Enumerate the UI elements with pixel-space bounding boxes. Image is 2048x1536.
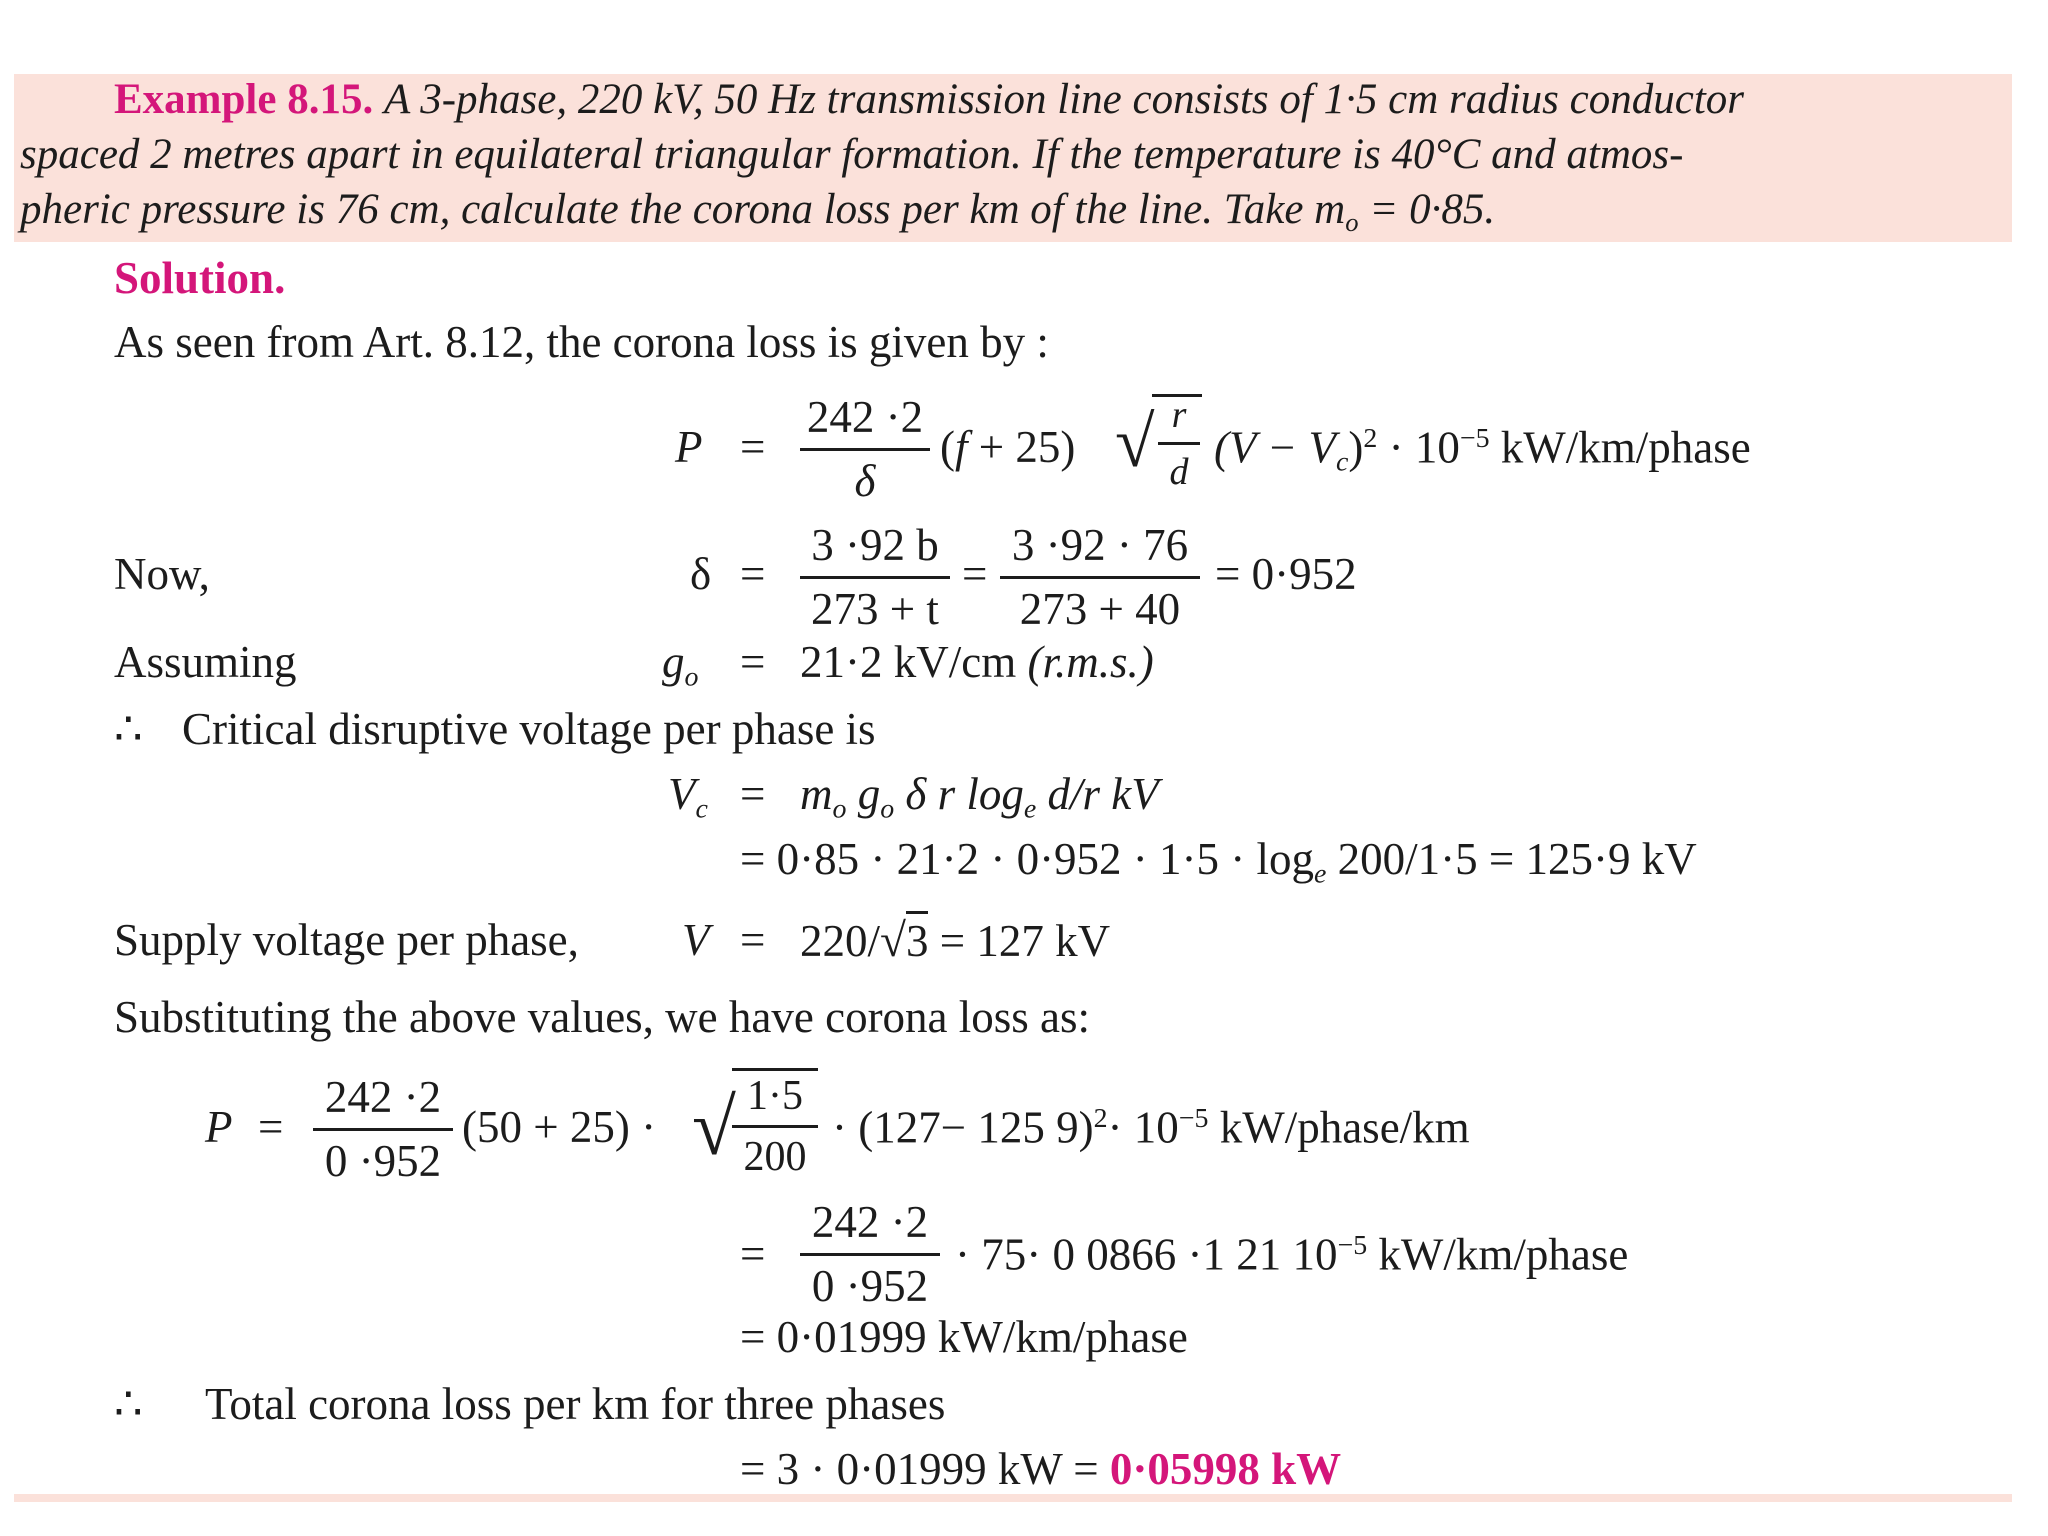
assuming-lhs: $g_o$ [662, 637, 699, 693]
assuming-equals: = [740, 637, 766, 687]
assuming-rhs: 21·2 kV/cm (r.m.s.) [800, 637, 1154, 687]
supply-label: Supply voltage per phase, [114, 915, 579, 965]
eq2-factor: (50 + 25) · [462, 1102, 657, 1152]
supply-rhs: 220/√3 = 127 kV [800, 918, 1110, 965]
critical-rhs: $m_o$ $g_o$ δ r $\log_e d/r$ kV [800, 769, 1159, 825]
assuming-label: Assuming [114, 637, 297, 687]
eq3-fraction: $\frac{242 \cdot 2}{0 \cdot 952}$ [800, 1200, 940, 1309]
now-result: = 0·952 [1215, 549, 1357, 599]
total-answer: 0·05998 kW [1109, 1444, 1342, 1494]
eq4-line: = 0·01999 kW/km/phase [740, 1312, 1188, 1362]
eq1-root-frac: $\frac{r}{d}$ [1158, 396, 1200, 491]
total-text: Total corona loss per km for three phases [205, 1379, 946, 1429]
intro-text: As seen from Art. 8.12, the corona loss is given by : [114, 317, 1049, 367]
example-text-1: A 3-phase, 220 kV, 50 Hz transmission line consists of 1·5 cm radius conductor [383, 76, 1745, 123]
now-fraction-1: $\frac{3 \cdot 92 b}{273 + t}$ [800, 523, 950, 632]
eq2-root-bar [732, 1068, 818, 1071]
eq2-lhs: P [205, 1102, 233, 1152]
eq1-root-sign: √ [1115, 402, 1155, 482]
eq1-factor: (f + 25) [940, 422, 1076, 472]
supply-equals: = [740, 915, 766, 965]
eq2-equals: = [258, 1102, 284, 1152]
bottom-rule [14, 1494, 2012, 1502]
eq2-root-sign: √ [692, 1084, 736, 1172]
critical-line-2: = $0\cdot 85 \cdot 21\cdot 2 \cdot 0\cdot 952 \cdot 1\cdot 5 \cdot \log_e 200/1\cdot 5 = 125\cdot 9$ kV [740, 834, 1697, 890]
example-line-3: pheric pressure is 76 cm, calculate the corona loss per km of the line. Take $m_o = 0\cdot 85$. [20, 186, 1496, 237]
example-line-1 [114, 78, 1744, 121]
now-fraction-2: $\frac{3 \cdot 92 \cdot 76}{273 + 40}$ [1000, 523, 1200, 632]
eq1-equals: = [740, 422, 766, 472]
now-equals: = [740, 549, 766, 599]
critical-equals: = [740, 769, 766, 819]
eq2-fraction: $\frac{242 \cdot 2}{0 \cdot 952}$ [313, 1075, 453, 1184]
now-label: Now, [114, 549, 210, 599]
eq1-fraction: $\frac{242 \cdot 2}{\delta}$ [800, 395, 930, 504]
substituting-text: Substituting the above values, we have corona loss as: [114, 992, 1091, 1042]
supply-lhs: V [682, 915, 710, 965]
eq3-rest: · 75· 0 0866 ·1 21 $10^{-5}$ kW/km/phase [955, 1229, 1629, 1280]
now-equals-2: = [962, 549, 988, 599]
eq1-lhs: P [675, 422, 703, 472]
critical-lhs: $V_c$ [668, 769, 708, 825]
example-label: Example 8.15. [114, 76, 374, 123]
now-lhs: δ [690, 549, 712, 599]
eq1-rest: $(V - V_c)^2 \cdot 10^{-5}$ kW/km/phase [1214, 422, 1751, 478]
eq2-rest: · (127− 125 $9)^2\cdot 10^{-5}$ kW/phase/km [832, 1102, 1470, 1153]
critical-therefore: ∴ [114, 704, 143, 754]
eq3-equals: = [740, 1229, 766, 1279]
total-line: = 3 · 0·01999 kW = 0·05998 kW [740, 1444, 1342, 1494]
eq2-root-frac: $\frac{1\cdot 5}{200}$ [732, 1075, 818, 1178]
critical-text: Critical disruptive voltage per phase is [182, 704, 876, 754]
total-therefore: ∴ [114, 1379, 143, 1429]
example-line-2: spaced 2 metres apart in equilateral triangular formation. If the temperature is 40°C and atmos- [20, 131, 1684, 178]
solution-heading: Solution. [114, 253, 286, 303]
